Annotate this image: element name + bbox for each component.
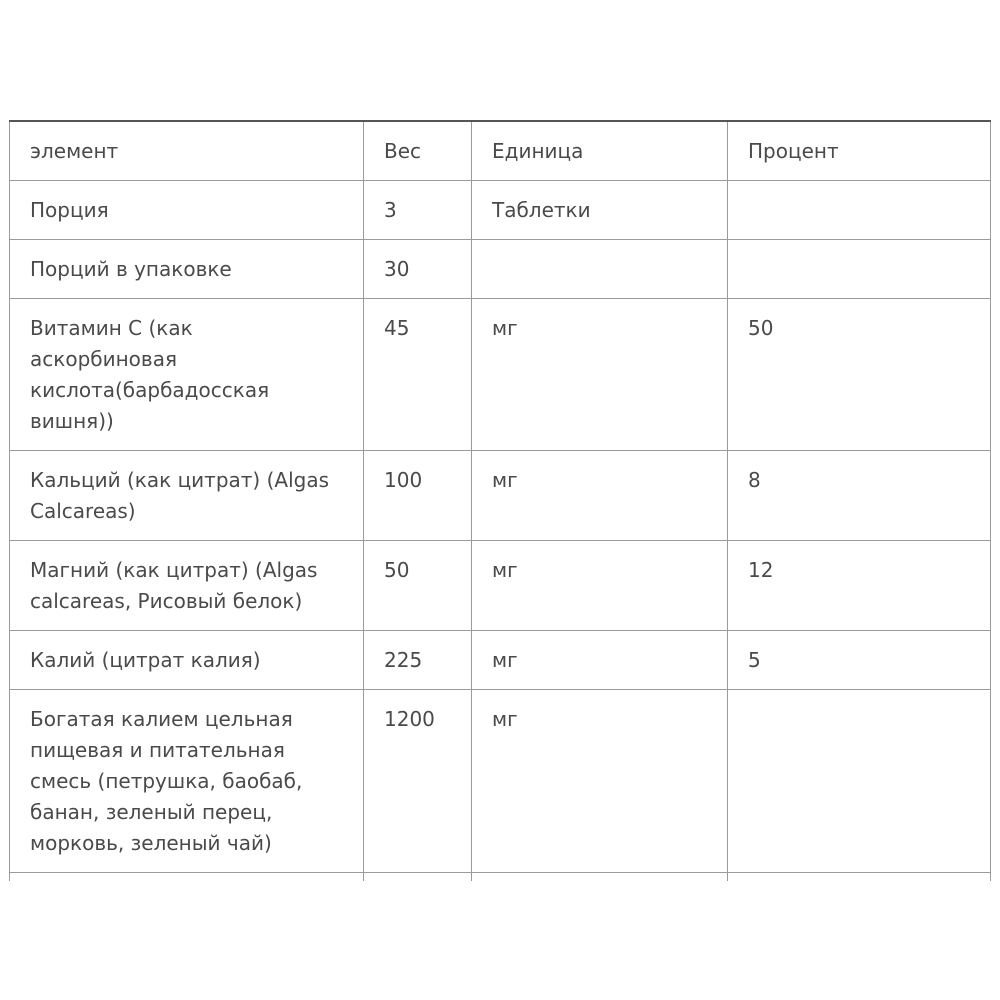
cell-percent	[728, 181, 991, 240]
table-row-cut-off	[10, 873, 991, 882]
cell-element: Магний (как цитрат) (Algas calcareas, Рисовый белок)	[10, 541, 364, 631]
cell-weight: 45	[364, 299, 472, 451]
table-row	[10, 690, 991, 873]
cell-unit: мг	[472, 631, 728, 690]
cell-element: Кальций (как цитрат) (Algas Calcareas)	[10, 451, 364, 541]
cell-percent: 12	[728, 541, 991, 631]
cell-weight: 50	[364, 541, 472, 631]
cell-unit: мг	[472, 299, 728, 451]
table-row	[10, 240, 991, 299]
cell-element: Богатая калием цельная пищевая и питательная смесь (петрушка, баобаб, банан, зеленый перец, морковь, зеленый чай)	[10, 690, 364, 873]
cell-percent	[728, 690, 991, 873]
empty-cell	[728, 873, 991, 882]
cell-weight: 1200	[364, 690, 472, 873]
table-row	[10, 299, 991, 451]
table-row	[10, 631, 991, 690]
cell-percent: 50	[728, 299, 991, 451]
header-element: элемент	[10, 121, 364, 181]
cell-weight: 3	[364, 181, 472, 240]
table-header-row	[10, 121, 991, 181]
nutrition-table-container	[9, 120, 990, 881]
empty-cell	[364, 873, 472, 882]
cell-percent	[728, 240, 991, 299]
cell-unit	[472, 240, 728, 299]
cell-percent: 5	[728, 631, 991, 690]
cell-unit: Таблетки	[472, 181, 728, 240]
cell-element: Калий (цитрат калия)	[10, 631, 364, 690]
cell-unit: мг	[472, 541, 728, 631]
cell-weight: 100	[364, 451, 472, 541]
header-unit: Единица	[472, 121, 728, 181]
header-weight: Вес	[364, 121, 472, 181]
cell-element: Витамин С (как аскорбиновая кислота(барбадосская вишня))	[10, 299, 364, 451]
table-row	[10, 541, 991, 631]
table-row	[10, 181, 991, 240]
cell-unit: мг	[472, 690, 728, 873]
cell-element: Порций в упаковке	[10, 240, 364, 299]
cell-weight: 30	[364, 240, 472, 299]
cell-unit: мг	[472, 451, 728, 541]
cell-element: Порция	[10, 181, 364, 240]
header-percent: Процент	[728, 121, 991, 181]
empty-cell	[472, 873, 728, 882]
cell-weight: 225	[364, 631, 472, 690]
table-row	[10, 451, 991, 541]
empty-cell	[10, 873, 364, 882]
cell-percent: 8	[728, 451, 991, 541]
nutrition-table	[9, 120, 991, 881]
